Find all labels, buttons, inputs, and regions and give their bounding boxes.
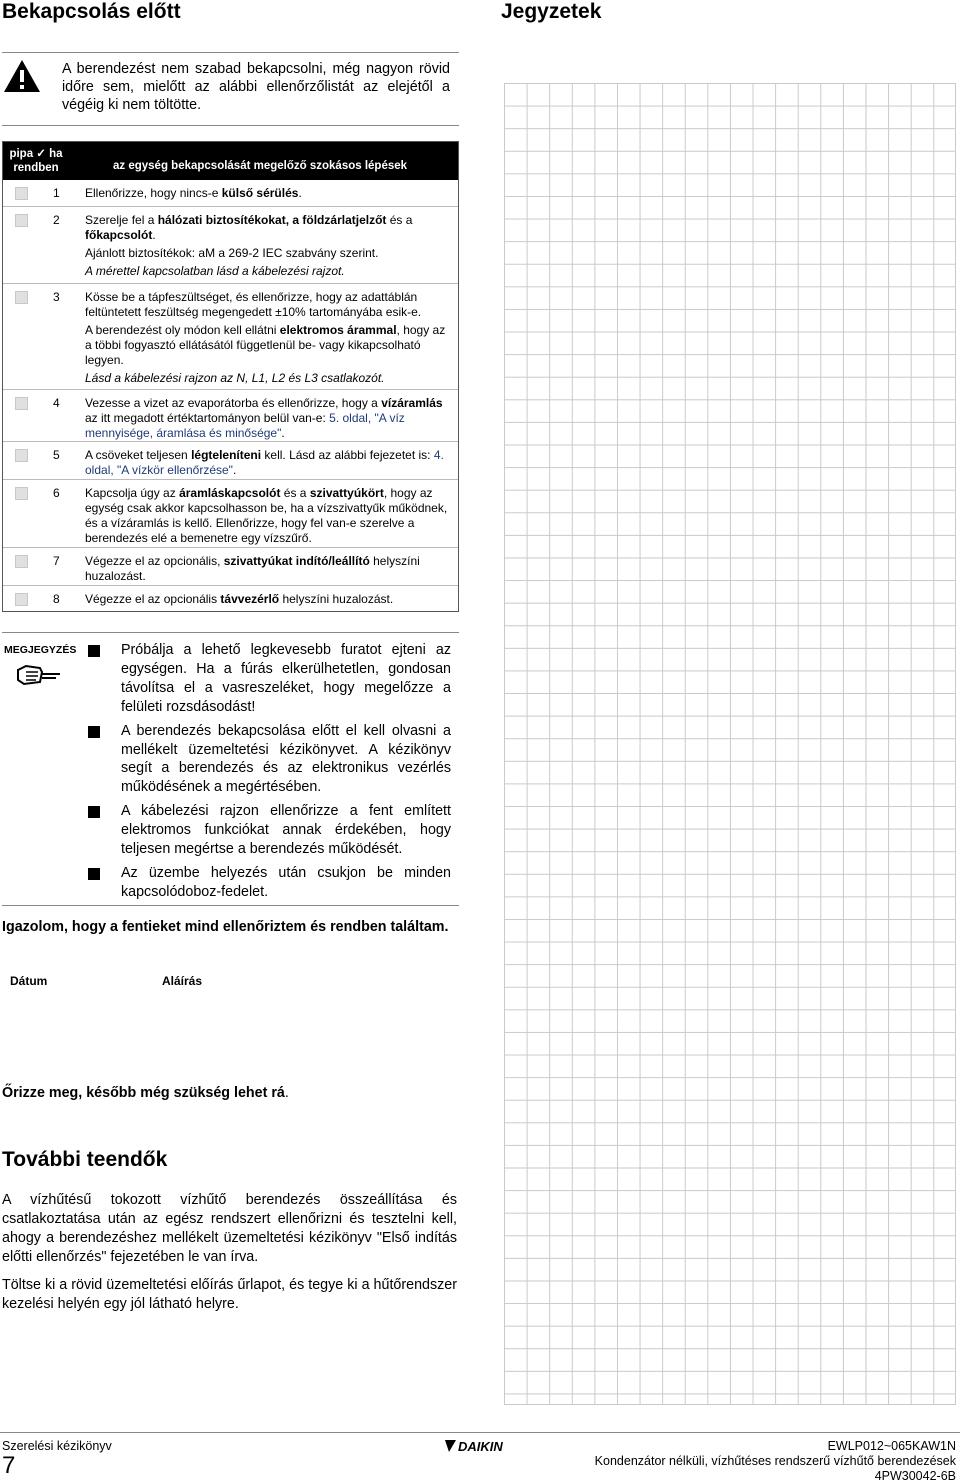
step-number: 8 xyxy=(53,592,60,606)
checklist-row xyxy=(3,389,458,441)
text-span: főkapcsolót xyxy=(85,228,153,242)
warning-triangle-icon xyxy=(3,58,41,94)
checkbox[interactable] xyxy=(15,291,28,304)
page-number: 7 xyxy=(2,1452,16,1479)
checklist-col-steps: az egység bekapcsolását megelőző szokásos lépések xyxy=(113,160,408,172)
footer-divider xyxy=(0,1432,960,1433)
step-text xyxy=(85,442,452,478)
note-item xyxy=(88,722,451,798)
bullet-icon xyxy=(88,645,100,657)
note-item xyxy=(88,641,451,717)
note-label: MEGJEGYZÉS xyxy=(4,644,77,656)
checklist-rows xyxy=(3,180,458,611)
text-span: . xyxy=(232,463,237,477)
checklist-row xyxy=(3,479,458,547)
text-span: . xyxy=(152,228,156,242)
text-span: Szerelje fel a xyxy=(85,213,158,227)
section-title: További teendők xyxy=(2,1148,168,1171)
checklist-row xyxy=(3,283,458,389)
checkbox[interactable] xyxy=(15,187,28,200)
step-number: 5 xyxy=(53,448,60,462)
footer-manual: Szerelési kézikönyv xyxy=(2,1439,112,1453)
text-span: Vezesse a vizet az evaporátorba és ellenőrizze, hogy a xyxy=(85,396,382,410)
text-span: és a xyxy=(386,213,413,227)
step-subtext: A mérettel kapcsolatban lásd a kábelezési rajzot. xyxy=(85,264,345,278)
text-span: hálózati biztosítékokat, a földzárlatjelzőt xyxy=(157,213,387,227)
page-link[interactable]: 4. oldal, "A vízkör ellenőrzése" xyxy=(85,448,444,477)
note-text: Az üzembe helyezés után csukjon be minden kapcsolódoboz-fedelet. xyxy=(121,864,451,900)
text-span: Kösse be a tápfeszültséget, és ellenőrizze, hogy az adattáblán feltüntetett feszültség megengedett ±10% tartományába esik-e. xyxy=(85,290,422,319)
note-text: A kábelezési rajzon ellenőrizze a fent említett elektromos funkciókat annak érdekében, hogy teljesen megértse a berendezés működését. xyxy=(121,803,451,858)
step-text xyxy=(85,207,452,279)
checkbox[interactable] xyxy=(15,555,28,568)
bullet-icon xyxy=(88,726,100,738)
svg-text:DAIKIN: DAIKIN xyxy=(458,1439,503,1454)
checkbox[interactable] xyxy=(15,593,28,606)
divider xyxy=(2,905,459,906)
divider xyxy=(2,632,459,633)
step-subtext xyxy=(85,323,452,368)
daikin-logo xyxy=(444,1438,516,1454)
checklist-row xyxy=(3,547,458,585)
checkbox[interactable] xyxy=(15,214,28,227)
checklist-row xyxy=(3,441,458,479)
text-span: A berendezést oly módon kell ellátni xyxy=(85,323,280,337)
text-span: Kapcsolja úgy az xyxy=(85,486,180,500)
step-text xyxy=(85,548,452,584)
text-span: helyszíni huzalozást. xyxy=(279,592,394,606)
note-list xyxy=(88,641,451,907)
divider xyxy=(2,125,459,126)
text-span: szivattyúkat indító/leállító xyxy=(223,554,370,568)
checkbox[interactable] xyxy=(15,449,28,462)
note-text: A berendezés bekapcsolása előtt el kell olvasni a mellékelt üzemeltetési kézikönyvet. A kézikönyv segít a berendezés és az elektronikus vezérlés működésének a megértésében. xyxy=(121,722,451,796)
text-span: Végezze el az opcionális xyxy=(85,592,221,606)
step-text xyxy=(85,586,452,607)
step-number: 7 xyxy=(53,554,60,568)
bullet-icon xyxy=(88,868,100,880)
text-span: vízáramlás xyxy=(381,396,443,410)
section-paragraph: Töltse ki a rövid üzemeltetési előírás űrlapot, és tegye ki a hűtőrendszer kezelési helyén egy jól látható helyre. xyxy=(2,1277,457,1312)
text-span: és a xyxy=(280,486,310,500)
note-text: Próbálja a lehető legkevesebb furatot ejteni az egységen. Ha a fúrás elkerülhetetlen, gondosan távolítsa el a vasreszeléket, hogy megelőzze a felületi rozsdásodást! xyxy=(121,642,451,715)
text-span: Végezze el az opcionális, xyxy=(85,554,224,568)
divider xyxy=(2,52,459,53)
step-number: 6 xyxy=(53,486,60,500)
checklist-header xyxy=(3,142,458,180)
text-span: külső sérülés xyxy=(221,186,299,200)
checklist-col-check: pipa ✓ ha rendben xyxy=(9,148,63,174)
notes-grid xyxy=(504,83,956,1405)
text-span: az itt megadott értéktartományon belül van-e: xyxy=(85,411,330,425)
step-subtext: Lásd a kábelezési rajzon az N, L1, L2 és L3 csatlakozót. xyxy=(85,371,385,385)
footer-info: EWLP012~065KAW1N Kondenzátor nélküli, vízhűtéses rendszerű vízhűtő berendezések 4PW30042-6B xyxy=(594,1439,956,1481)
checkbox[interactable] xyxy=(15,487,28,500)
step-number: 2 xyxy=(53,213,60,227)
section-paragraph: A vízhűtésű tokozott vízhűtő berendezés összeállítása és csatlakoztatása után az egész rendszert ellenőrizni és tesztelni kell, ahogy a berendezéshez mellékelt üzemeltetési kézikönyv "Első indítás előtti ellenőrzés" fejezetében le van írva. xyxy=(2,1192,457,1265)
page-link[interactable]: 5. oldal, "A víz mennyisége, áramlása és minősége" xyxy=(85,411,405,440)
text-span: , hogy az egység csak akkor kapcsolhasson be, ha a vízszivattyűk működnek, és a vízáramlás is kellő. Ellenőrizze, hogy fel van-e szerelve a berendezés elé a bemenetre egy vízszűrő. xyxy=(85,486,448,545)
text-span: elektromos árammal xyxy=(279,323,397,337)
checklist-row xyxy=(3,180,458,206)
text-span: légteleníteni xyxy=(191,448,262,462)
step-text xyxy=(85,390,452,441)
step-subtext: Ajánlott biztosítékok: aM a 269-2 IEC szabvány szerint. xyxy=(85,246,379,260)
signature-label: Aláírás xyxy=(162,974,203,988)
checklist-row xyxy=(3,585,458,611)
checklist-row xyxy=(3,206,458,283)
date-label: Dátum xyxy=(10,974,48,988)
text-span: szivattyúkört xyxy=(309,486,384,500)
pointing-hand-icon xyxy=(16,664,62,686)
confirmation-text: Igazolom, hogy a fentieket mind ellenőriztem és rendben találtam. xyxy=(2,919,449,935)
checkbox[interactable] xyxy=(15,397,28,410)
step-number: 3 xyxy=(53,290,60,304)
text-span: A csöveket teljesen xyxy=(85,448,192,462)
text-span: távvezérlő xyxy=(220,592,280,606)
text-span: áramláskapcsolót xyxy=(179,486,281,500)
step-text xyxy=(85,284,452,386)
keep-notice: Őrizze meg, később még szükség lehet rá. xyxy=(2,1085,289,1101)
step-text xyxy=(85,480,452,546)
text-span: Ellenőrizze, hogy nincs-e xyxy=(85,186,222,200)
text-span: , hogy az a többi fogyasztó ellátásától függetlenül be- vagy kikapcsolható legyen. xyxy=(85,323,446,367)
warning-text: A berendezést nem szabad bekapcsolni, még nagyon rövid időre sem, mielőtt az alábbi ellenőrzőlistát az elejétől a végéig ki nem töltötte. xyxy=(62,61,450,113)
text-span: . xyxy=(281,426,285,440)
note-item xyxy=(88,864,451,902)
step-text xyxy=(85,180,452,201)
step-number: 4 xyxy=(53,396,60,410)
text-span: helyszíni huzalozást. xyxy=(85,554,420,583)
text-span: kell. Lásd az alábbi fejezetet is: xyxy=(261,448,434,462)
bullet-icon xyxy=(88,806,100,818)
text-span: . xyxy=(298,186,302,200)
note-item xyxy=(88,802,451,859)
step-number: 1 xyxy=(53,186,60,200)
notes-title: Jegyzetek xyxy=(501,0,602,23)
page-title: Bekapcsolás előtt xyxy=(2,0,181,23)
checklist-table xyxy=(2,141,459,612)
